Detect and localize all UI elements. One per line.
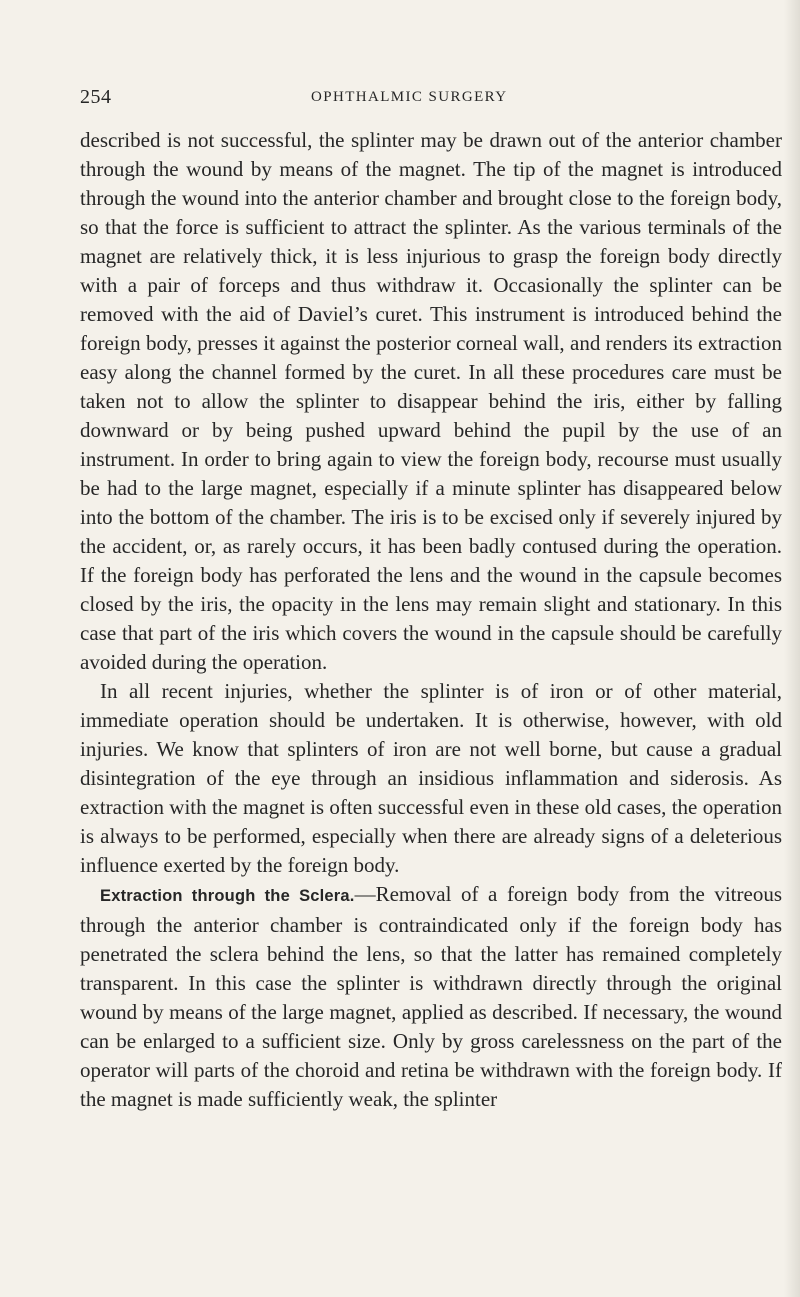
section-heading: Extraction through the Sclera. (100, 887, 355, 905)
paragraph-recent-injuries: In all recent injuries, whether the splinter is of iron or of other material, immediate operation should be undertaken. It is otherwise, however, with old injuries. We know that splinters of iron are not well borne, but cause a gradual disintegration of the eye through an insidious inflammation and siderosis. As extraction with the magnet is often successful even in these old cases, the operation is always to be performed, especially when there are already signs of a deleterious influence exerted by the foreign body. (80, 679, 782, 877)
page-header (80, 86, 780, 110)
running-title: OPHTHALMIC SURGERY (311, 89, 508, 105)
page-edge-shadow (784, 0, 800, 1297)
paragraph-sclera-text: —Removal of a foreign body from the vitreous through the anterior chamber is contraindicated only if the foreign body has penetrated the sclera behind the lens, so that the latter has remained completely transparent. In this case the splinter is withdrawn directly through the original wound by means of the large magnet, applied as described. If necessary, the wound can be enlarged to a sufficient size. Only by gross carelessness on the part of the operator will parts of the choroid and retina be withdrawn with the foreign body. If the magnet is made sufficiently weak, the splinter (80, 882, 783, 1111)
paragraph-sclera-extraction (80, 880, 782, 1114)
body-text (80, 126, 782, 1114)
page-number: 254 (80, 86, 112, 108)
paragraph-anterior-chamber: described is not successful, the splinter may be drawn out of the anterior chamber through the wound by means of the magnet. The tip of the magnet is introduced through the wound into the anterior chamber and brought close to the foreign body, so that the force is sufficient to attract the splinter. As the various terminals of the magnet are relatively thick, it is less injurious to grasp the foreign body directly with a pair of forceps and thus withdraw it. Occasionally the splinter can be removed with the aid of Daviel’s curet. This instrument is introduced behind the foreign body, presses it against the posterior corneal wall, and renders its extraction easy along the channel formed by the curet. In all these procedures care must be taken not to allow the splinter to disappear behind the iris, either by falling downward or by being pushed upward behind the pupil by the use of an instrument. In order to bring again to view the foreign body, recourse must usually be had to the large magnet, especially if a minute splinter has disappeared below into the bottom of the chamber. The iris is to be excised only if severely injured by the accident, or, as rarely occurs, it has been badly contused during the operation. If the foreign body has perforated the lens and the wound in the capsule becomes closed by the iris, the opacity in the lens may remain slight and stationary. In this case that part of the iris which covers the wound in the capsule should be carefully avoided during the operation. (80, 128, 782, 674)
